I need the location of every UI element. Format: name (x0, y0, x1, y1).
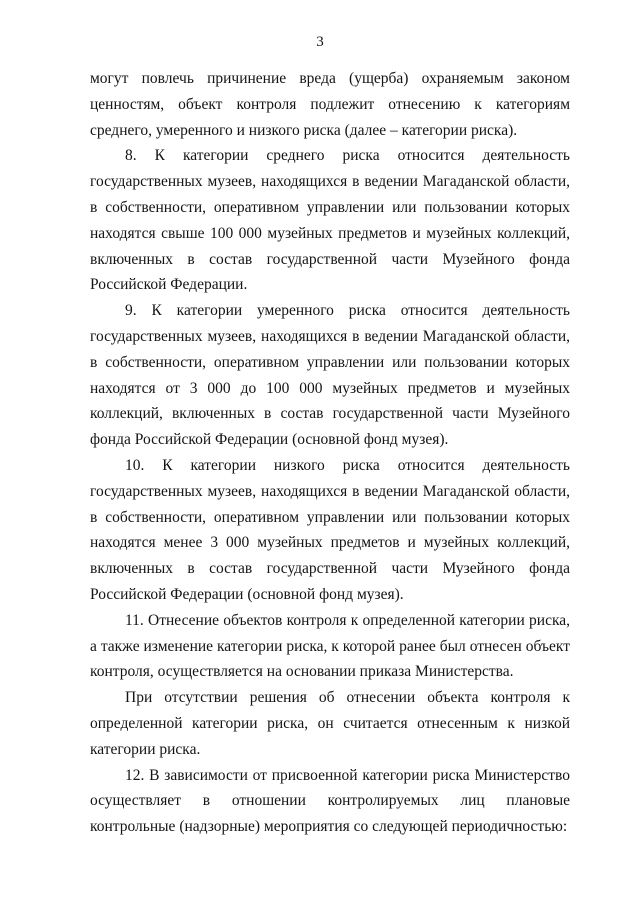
paragraph-8-medium-risk: 8. К категории среднего риска относится деятельность государственных музеев, находящихся в ведении Магаданской области, в собственности, оперативном управлении или пользовании которых находятся свыше 100 000 музейных предметов и музейных коллекций, включенных в состав государственной части Музейного фонда Российской Федерации. (90, 147, 570, 294)
paragraph-11-assignment: 11. Отнесение объектов контроля к определенной категории риска, а также изменение категории риска, к которой ранее был отнесен объект контроля, осуществляется на основании приказа Министерства. (90, 611, 570, 681)
paragraph-10-low-risk: 10. К категории низкого риска относится деятельность государственных музеев, находящихся в ведении Магаданской области, в собственности, оперативном управлении или пользовании которых находятся менее 3 000 музейных предметов и музейных коллекций, включенных в состав государственной части Музейного фонда Российской Федерации (основной фонд музея). (90, 456, 570, 603)
paragraph-continuation: могут повлечь причинение вреда (ущерба) охраняемым законом ценностям, объект контроля подлежит отнесению к категориям среднего, умеренного и низкого риска (далее – категории риска). (90, 70, 570, 139)
paragraph-12-periodicity: 12. В зависимости от присвоенной категории риска Министерство осуществляет в отношении контролируемых лиц плановые контрольные (надзорные) мероприятия со следующей периодичностью: (90, 766, 570, 836)
paragraph-9-moderate-risk: 9. К категории умеренного риска относится деятельность государственных музеев, находящихся в ведении Магаданской области, в собственности, оперативном управлении или пользовании которых находятся от 3 000 до 100 000 музейных предметов и музейных коллекций, включенных в состав государственной части Музейного фонда Российской Федерации (основной фонд музея). (90, 302, 570, 449)
page-number: 3 (316, 34, 324, 50)
document-body (90, 66, 570, 840)
paragraph-default-low-risk: При отсутствии решения об отнесении объекта контроля к определенной категории риска, он считается отнесенным к низкой категории риска. (90, 689, 570, 758)
